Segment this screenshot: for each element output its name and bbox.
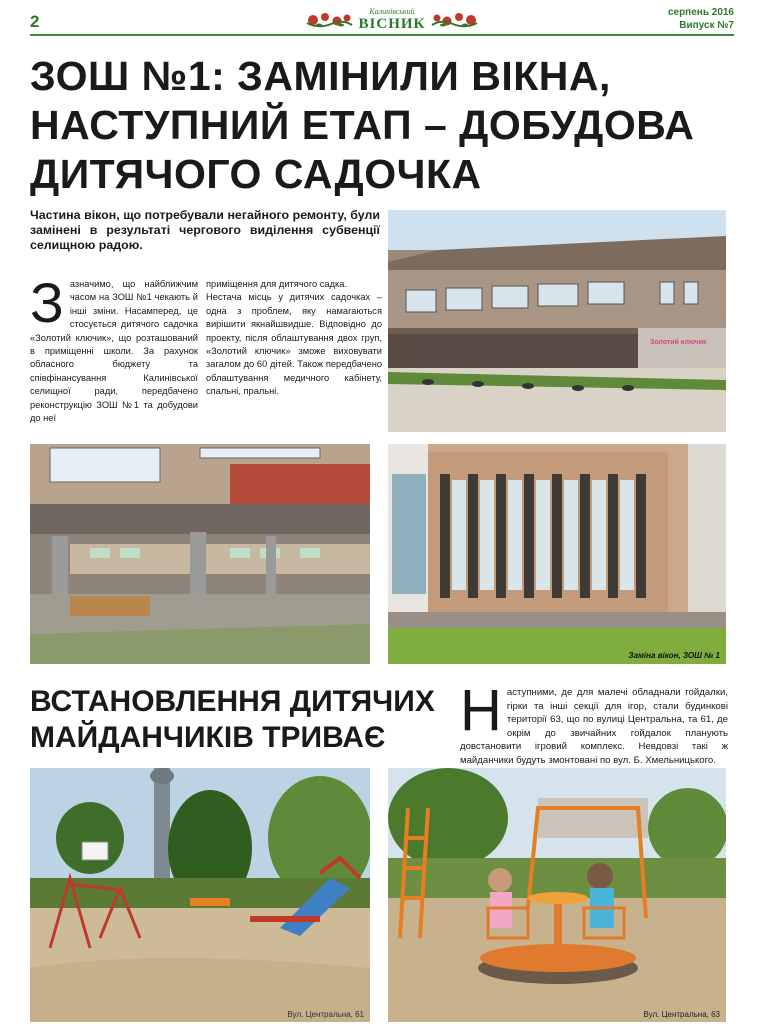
- photo-school-facade: [388, 210, 726, 432]
- article2-drop-cap: Н: [460, 678, 502, 743]
- floral-ornament-right-icon: [431, 9, 479, 31]
- kindergarten-sign: Золотий ключик: [650, 339, 707, 346]
- article-column-1: [30, 271, 198, 425]
- page-number: 2: [30, 12, 40, 31]
- issue-info: [668, 6, 734, 32]
- photo-playground-central-63: [388, 768, 726, 1022]
- article2-text: аступними, де для малечі обладнали гойдалки, гірки та інші секції для ігор, стали будинкові території 63, що по вулиці Центральна, та 61, де окрім до звичайних гойдалок планують довстановити ігровий комплекс. Невдовзі такі ж майданчики будуть змонтовані по вул. Б. Хмельницького.: [460, 687, 728, 766]
- photo-school-columns: [30, 444, 370, 664]
- masthead-title: ВІСНИК: [358, 16, 426, 32]
- caption-central-61: Вул. Центральна, 61: [287, 1010, 364, 1019]
- drop-cap: З: [30, 271, 64, 334]
- article2-body: [460, 678, 728, 768]
- photo-playground-central-61: [30, 768, 370, 1022]
- article-headline: ЗОШ №1: ЗАМІНИЛИ ВІКНА, НАСТУПНИЙ ЕТАП – ДОБУДОВА ДИТЯЧОГО САДОЧКА: [30, 53, 695, 197]
- article-column-2-para-2: Нестача місць у дитячих садочках – одна з проблем, яку намагаються вирішити якнайшвидше. Відповідно до проекту, після облаштування двох груп, «Золотий ключик» зможе виховувати загалом до 60 дітей. Також передбачено облаштування медичного кабінету, спальні, пральні.: [206, 292, 382, 397]
- header-divider: [30, 34, 734, 36]
- floral-ornament-left-icon: [305, 9, 353, 31]
- issue-date: серпень 2016: [667, 7, 734, 18]
- masthead-subtitle: Калинівський: [369, 7, 415, 16]
- caption-windows: Заміна вікон, ЗОШ № 1: [628, 651, 720, 660]
- masthead: [292, 6, 492, 34]
- page-header: [30, 6, 734, 36]
- article-column-2: [206, 278, 382, 399]
- article2-headline: ВСТАНОВЛЕННЯ ДИТЯЧИХ МАЙДАНЧИКІВ ТРИВАЄ: [30, 685, 435, 754]
- article-lead: Частина вікон, що потребували негайного ремонту, були замінені в результаті чергового виділення субвенції селищною радою.: [30, 208, 380, 252]
- caption-central-63: Вул. Центральна, 63: [643, 1010, 720, 1019]
- article-column-1-text: азначимо, що найближчим часом на ЗОШ №1 чекають й інші зміни. Насамперед, це стосується дитячого садочка «Золотий ключик», що розташований в приміщенні школи. За рахунок обласного бюджету та співфінансування Калинівської селищної ради, передбачено реконструкцію ЗОШ №1 та добудови до неї: [30, 279, 198, 424]
- issue-number: Випуск №7: [679, 20, 734, 31]
- article-column-2-para-1: приміщення для дитячого садка.: [206, 279, 348, 289]
- photo-windows-replacement: [388, 444, 726, 664]
